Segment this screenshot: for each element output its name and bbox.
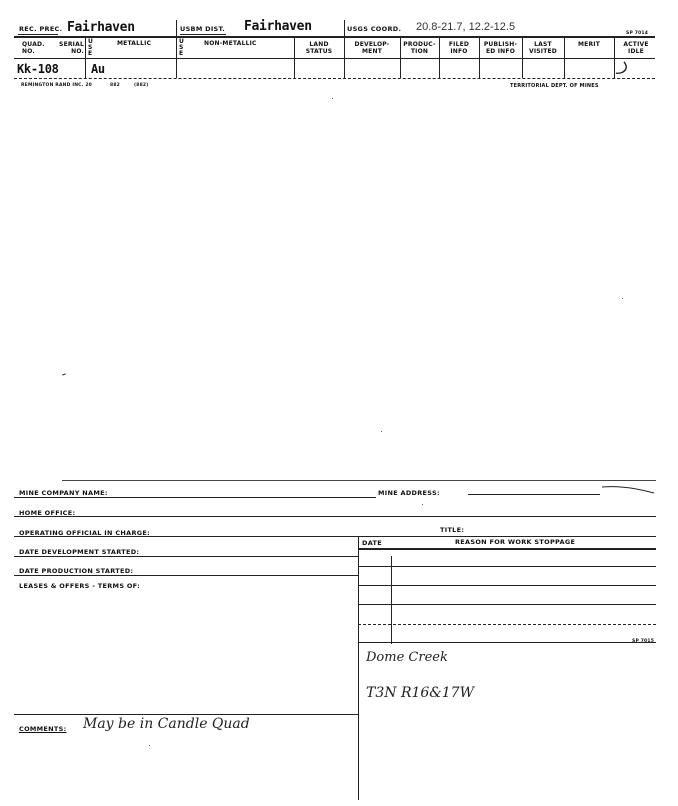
scan-speck (622, 298, 623, 299)
date-header-rule (358, 548, 656, 550)
scan-speck (332, 98, 333, 99)
col-divider (344, 36, 345, 78)
handwritten-creek: Dome Creek (366, 650, 448, 665)
corner-flourish (600, 484, 656, 496)
usgs-coord-value: 20.8-21.7, 12.2-12.5 (416, 21, 516, 33)
row-rule (14, 536, 656, 537)
rec-prec-underline (18, 34, 58, 35)
rec-prec-value: Fairhaven (67, 20, 135, 35)
col-land-status: LAND STATUS (305, 41, 333, 55)
table-row (358, 604, 656, 605)
col-active-idle: ACTIVE IDLE (623, 41, 649, 55)
mine-address-line (468, 494, 600, 495)
home-office-label: HOME OFFICE: (19, 509, 76, 517)
comments-label: COMMENTS: (19, 725, 67, 733)
col-serial-no: SERIAL NO. (59, 41, 84, 55)
col-merit: MERIT (577, 41, 600, 48)
col-nonmetallic: NON-METALLIC (204, 40, 257, 47)
printer-code-2: (882) (134, 83, 149, 88)
form-number-top: SP 7014 (626, 31, 649, 36)
col-divider (294, 36, 295, 78)
scan-speck (422, 504, 423, 505)
col-production: PRODUC-TION (403, 41, 436, 55)
mine-address-label: MINE ADDRESS: (378, 489, 440, 497)
col-filed-info: FILED INFO (448, 41, 470, 55)
usbm-dist-label: USBM DIST. (180, 25, 226, 33)
col-divider (176, 36, 177, 78)
date-production-started-label: DATE PRODUCTION STARTED: (19, 567, 134, 575)
row-rule (14, 575, 358, 576)
row-rule (14, 516, 656, 517)
scan-speck (62, 373, 66, 375)
quad-serial-value: Kk-108 (17, 62, 59, 76)
comments-value: May be in Candle Quad (83, 716, 250, 732)
table-row (358, 642, 656, 643)
active-idle-mark (612, 60, 634, 78)
col-quad-no: QUAD. NO. (22, 41, 45, 55)
table-row (358, 624, 656, 625)
table-vertical (358, 536, 359, 800)
table-vertical (391, 556, 392, 644)
col-published-info: PUBLISH-ED INFO (483, 41, 518, 55)
title-label: TITLE: (440, 526, 465, 534)
reason-label: REASON FOR WORK STOPPAGE (455, 538, 576, 546)
scan-speck (149, 745, 150, 746)
table-row (358, 585, 656, 586)
rec-prec-label: REC. PREC. (19, 25, 63, 33)
row-rule (14, 497, 376, 498)
top-rule (14, 36, 655, 38)
col-divider (85, 36, 86, 78)
header-rule (14, 58, 655, 59)
header-divider-2 (344, 20, 345, 36)
table-row (358, 566, 656, 567)
form-number-bottom: SP 7015 (632, 639, 655, 644)
usbm-dist-underline (180, 34, 226, 35)
col-last-visited: LAST VISITED (528, 41, 557, 55)
col-nonmetallic-code: U S E (179, 38, 185, 57)
operating-official-label: OPERATING OFFICIAL IN CHARGE: (19, 529, 151, 537)
mine-company-name-label: MINE COMPANY NAME: (19, 489, 108, 497)
handwritten-township: T3N R16&17W (366, 685, 474, 701)
scan-speck (381, 431, 382, 432)
printer-credit: REMINGTON RAND INC. 20 (21, 83, 92, 88)
bottom-rule (14, 78, 655, 79)
col-development: DEVELOP-MENT (354, 41, 390, 55)
printer-code: 882 (110, 83, 120, 88)
comments-top-rule (14, 714, 358, 715)
leases-offers-label: LEASES & OFFERS - TERMS OF: (19, 582, 140, 590)
metallic-value: Au (91, 62, 105, 76)
usbm-dist-value: Fairhaven (244, 19, 312, 34)
header-divider-1 (176, 20, 177, 36)
row-rule (14, 556, 358, 557)
usgs-coord-label: USGS COORD. (347, 25, 402, 33)
col-metallic: METALLIC (117, 40, 152, 47)
department-name: TERRITORIAL DEPT. OF MINES (510, 83, 599, 89)
date-development-started-label: DATE DEVELOPMENT STARTED: (19, 548, 140, 556)
date-label: DATE (362, 539, 382, 547)
card-top-edge (62, 480, 656, 481)
col-metallic-code: U S E (88, 38, 94, 57)
